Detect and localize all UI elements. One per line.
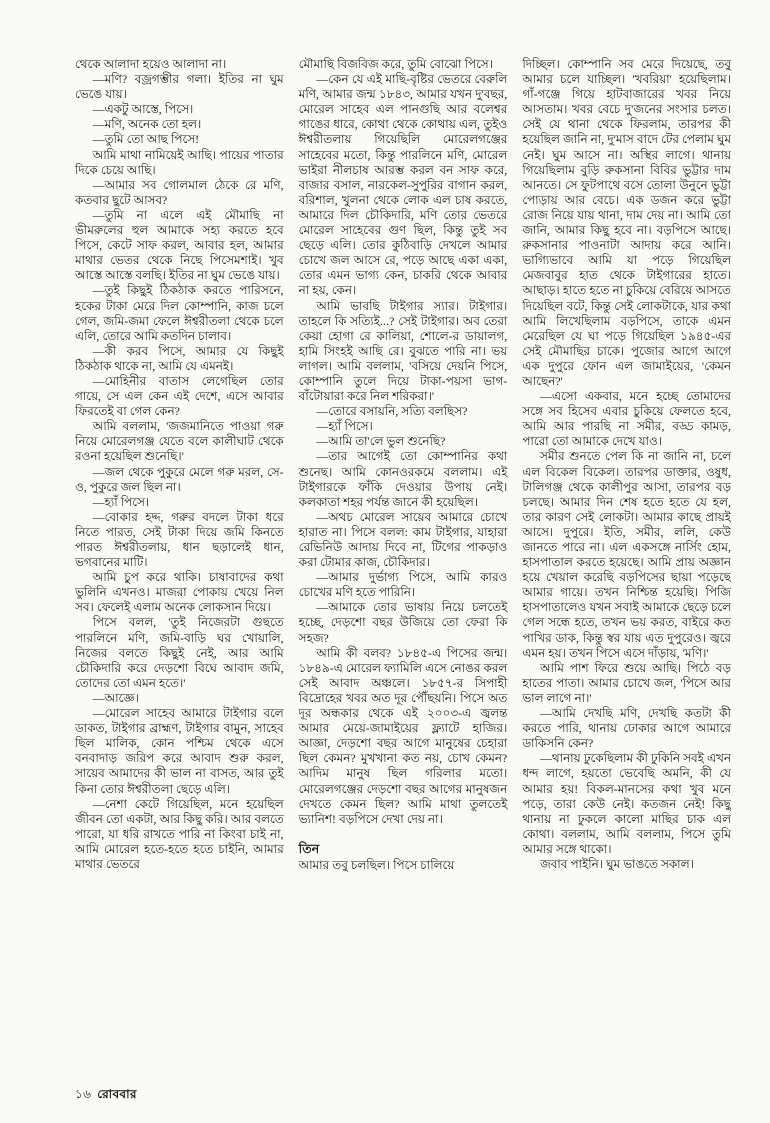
paragraph: মৌমাছি বিজবিজ করে, তুমি বোঝো পিসে। [298, 57, 494, 71]
paragraph: —তুমি তো আছ পিসে! [92, 132, 200, 147]
paragraph: —মণি, অনেক তো হল। [92, 117, 202, 132]
text-columns [75, 57, 731, 1079]
paragraph: —আমার দুর্ভাগ্য পিসে, আমি কারও চোখের মণি হতে পারিনি। [298, 570, 508, 600]
paragraph: —হ্যাঁ পিসে। [316, 419, 373, 434]
paragraph: পিসে বলল, 'তুই নিজেরটা গুছতে পারলিনে মণি, জমি-বাড়ি ঘর খোয়ালি, নিজের বলতে কিছুই নেই, আর আমি চৌকিদারি করে দেড়শো বিঘে আবাদ জমি, তোদের তো এমন হতে।' [75, 615, 284, 690]
page-footer [75, 1086, 137, 1106]
paragraph: আমি ভাবছি টাইগার স্যার। টাইগার। তাহলে কি সত্যিই...? সেই টাইগার। অব তেরা কেয়া হোগা রে কালিয়া, শোলে-র ডায়ালগ, হামি সিংহই আছি রে। বুঝতে পারি না। ভয় লাগল। আমি বললাম, 'বসিয়ে দেয়নি পিসে, কোম্পানি তুলে দিয়ে টাকা-পয়সা ভাগ-বাঁটোয়ারা করে নিল শরিকরা।' [298, 298, 508, 404]
paragraph: —মোহিনীর বাতাস লেগেছিল তোর গায়ে, সে এল কেন এই দেশে, এসে আবার ফিরতেই বা গেল কেন? [75, 373, 284, 419]
paragraph: —তুমি না এলে এই মৌমাছি না ভীমরুলের হুল আমাকে সহ্য করতে হবে পিসে, কেটে সাফ করল, আবার হল, আমার মাথার ভেতর থেকে নিছে পিসেমশাই। খুব আস্তে আস্তে বলছি। ইতির না ঘুম ভেঙে যায়। [75, 207, 284, 283]
paragraph: —কেন যে এই মাছি-বৃষ্টির ভেতরে বেরুলি মণি, আমার জন্ম ১৮৪৩, আমার যখন দু'বছর, মোরেল সাহেব এল পানগুছি আর বলেশ্বর গাঙের ধারে, কোথা থেকে কোথায় এল, তুইও ঈশ্বরীতলায় গিয়েছিলি মোরেলগঞ্জের সাহেবের মতো, কিন্তু পারলিনে মণি, মোরেল ভাইরা নীলচাষ আরম্ভ করল বন সাফ করে, বাজার বসাল, নারকেল-সুপুরির বাগান করল, বরিশাল, খুলনা থেকে লোক এল চাষ করতে, আমারে দিল চৌকিদারি, মণি তোর ভেতরে মোরেল সাহেবের গুণ ছিল, কিন্তু তুই সব ছেড়ে এলি। তোর কুঠিবাড়ি দেখলে আমার চোখে জল আসে রে, পড়ে আছে একা একা, তোর এমন ভাগ্য কেন, চাকরি থেকে আবার না হয়, কেন। [298, 72, 508, 298]
paragraph: —তার আগেই তো কোম্পানির কথা শুনেছ। আমি কোনওরকমে বললাম। এই টাইগারকে ফাঁকি দেওয়ার উপায় নেই। কলকাতা শহর পর্যন্ত জানে কী হয়েছিল। [298, 449, 508, 509]
paragraph: —মণি? বজ্রগম্ভীর গলা। ইতির না ঘুম ভেঙে যায়। [75, 72, 284, 102]
paragraph: —থানায় ঢুকেছিলাম কী ঢুকিনি সবই এখন ধন্দ লাগে, হয়তো ভেবেছি অমনি, কী যে আমার হয়! বিকল-মানসের কথা খুব মনে পড়ে, তারা কেউ নেই। কতজন নেই! কিছু থানায় না ঢুকলে কালো মাছির চাক এল কোথা। বললাম, আমি বললাম, পিসে তুমি আমার সঙ্গে থাকো। [522, 751, 731, 856]
paragraph: আমি কী বলব? ১৮৪৫-এ পিসের জন্ম। ১৮৪৯-এ মোরেল ফ্যামিলি এসে নোঙর করল সেই আবাদ অঞ্চলে। ১৮৫৭-র সিপাহী বিদ্রোহের খবর অত দূর পৌঁছয়নি। পিসে অত দূর অন্ধকার থেকে এই ২০০৩-এ জ্বলন্ত আমার মেয়ে-জামাইয়ের ফ্ল্যাটে হাজির। আজ্ঞা, দেড়শো বছর আগে মানুষের চেহারা ছিল কেমন? মুখখানা কত নয়, চোখ কেমন? আদিম মানুষ ছিল গরিলার মতো। মোরেলগঞ্জের দেড়শো বছর আগের মানুষজন দেখতে কেমন ছিল? আমি মাথা তুলতেই ভ্যানিশ! বড়পিসে দেখা দেয় না। [298, 645, 508, 826]
paragraph: সমীর শুনতে পেল কি না জানি না, চলে এল বিকেল বিকেল। তারপর ডাক্তার, ওষুধ, টালিগঞ্জ থেকে কালীপুর আসা, তারপর বড় চলছে। আমার দিন শেষ হতে হতে যে হল, তার কারণ সেই লোকটা। আমার কাছে প্রায়ই আসে। দুপুরে। ইতি, সমীর, ললি, কেউ জানতে পারে না। এল একসঙ্গে নার্সিং হোম, হাসপাতাল করতে হয়েছে। আমি প্রায় অজ্ঞান হয়ে খেয়াল করেছি বড়পিসের ছায়া পড়েছে আমার গায়ে। তখন নিশ্চিন্ত হয়েছি। পিজি হাসপাতালেও যখন সবাই আমাকে ছেড়ে চলে গেল সন্ধে হতে, তখন ভয় করত, বাইরে কত পাখির ডাক, কিন্তু স্বর যায় এত দুপুরেও। জ্বরে এমন হয়। তখন পিসে এসে দাঁড়ায়, 'মণি।' [522, 449, 731, 660]
paragraph: —আমার সব গোলমাল ঠেকে রে মণি, কতবার ছুটে আসব? [75, 177, 284, 207]
paragraph: দিচ্ছিল। কোম্পানি সব মেরে দিয়েছে, তবু আমার চলে যাচ্ছিল। 'খবরিয়া' হয়েছিলাম। গাঁ-গঞ্জে গিয়ে হাটবাজারের খবর নিয়ে আসতাম। খবর বেচে দু'জনের সংসার চলত। সেই যে থানা থেকে ফিরলাম, তারপর কী হয়েছিল জানি না, দু'মাস বাদে টের পেলাম ঘুম নেই। ঘুম আসে না। অস্থির লাগে। থানায় গিয়েছিলাম বুড়ি রুকসানা বিবির ভুট্টার দাম আনতে। সে ফুটপাথে বসে তোলা উনুনে ভুট্টা পোড়ায় আর বেচে। এক ডজন করে ভুট্টা রোজ নিয়ে যায় থানা, দাম দেয় না। আমি তো জানি, আমার কিছু হবে না। বড়পিসে আছে। রুকসানার পাওনাটা আদায় করে আনি। ভাগ্যিভাবে আমি যা পড়ে গিয়েছিল মেজবাবুর হাত থেকে টাইগারের হাতে। আছাড়। হাতে হতে না চুকিয়ে বেরিয়ে আসতে দিয়েছিল বটে, কিন্তু সেই লোকটাকে, যার কথা আমি লিখেছিলাম বড়পিসে, তাকে এমন মেরেছিল যে ঘা পড়ে গিয়েছিল ১৯৪৫-এর সেই মৌমাছির চাকে। পুজোর আগে আগে এক দুপুরে ফোন এল জামাইয়ের, 'কেমন আছেন?' [522, 57, 731, 388]
paragraph: —অথচ মোরেল সায়েব আমারে চোখে হারাত না। পিসে বলল: কাম টাইগার, যাহারা রেভিনিউ আদায় দিবে না, টিগের পাকড়াও করা টোমার কাজ, চৌকিদার। [298, 509, 508, 570]
paragraph: —আমাকে তোর ভাষায় নিয়ে চলতেই হচ্ছে, দেড়শো বছর উজিয়ে তো ফেরা কি সহজ? [298, 600, 508, 645]
paragraph: —মোরেল সাহেব আমারে টাইগার বলে ডাকত, টাইগার ব্রাহ্মণ, টাইগার বামুন, সাহেব ছিল মালিক, কোন পশ্চিম থেকে এসে বনবাদাড় জরিপ করে আবাদ শুরু করল, সায়েব আমাদের কী ভাল না বাসত, আর তুই কিনা তোর ঈশ্বরীতলা ছেড়ে এলি। [75, 706, 284, 796]
paragraph: —বোকার হদ্দ, গরুর বদলে টাকা ধরে নিতে পারত, সেই টাকা দিয়ে জমি কিনতে পারত ঈশ্বরীতলায়, ধান ছড়ালেই ধান, ভগবানের মাটি। [75, 509, 284, 570]
paragraph: জবাব পাইনি। ঘুম ভাঙতে সকাল। [540, 856, 694, 871]
paragraph: থেকে আলাদা হয়েও আলাদা না। [75, 57, 227, 71]
paragraph: —হ্যাঁ পিসে। [92, 494, 150, 509]
paragraph: —আমি তা'লে ভুল শুনেছি? [316, 434, 446, 449]
paragraph: —তোরে বসায়নি, সত্যি বলছিস? [316, 404, 468, 419]
page-number: ১৬ [75, 1087, 92, 1101]
magazine-name: রোববার [97, 1087, 137, 1101]
paragraph: —আমি দেখছি মণি, দেখছি কতটা কী করতে পারি, থানায় ঢোকার আগে আমারে ডাকিসনি কেন? [522, 706, 731, 751]
paragraph: —এসো একবার, মনে হচ্ছে তোমাদের সঙ্গে সব হিসেব এবার চুকিয়ে ফেলতে হবে, আমি আর পারছি না সমীর, বড্ড কামড়, পারো তো আমাকে দেখে যাও। [522, 389, 731, 449]
paragraph: —তুই কিছুই ঠিকঠাক করতে পারিসনে, হকের টাকা মেরে দিল কোম্পানি, কাজ চলে গেল, জমি-জমা ফেলে ঈশ্বরীতলা থেকে চলে এলি, তোরে আমি কতদিন চালাব। [75, 283, 284, 343]
paragraph: আমি বললাম, 'জজমানিতে পাওয়া গরু নিয়ে মোরেলগঞ্জ যেতে বলে কালীঘাট থেকে রওনা হয়েছিল শুনেছি।' [75, 419, 284, 464]
column-3 [522, 57, 731, 1079]
paragraph: আমি চুপ করে থাকি। চাষাবাদের কথা ভুলিনি এখনও। মাজরা পোকায় খেয়ে নিল সব। ফেলেই এলাম অনেক লোকসান দিয়ে। [75, 570, 284, 615]
paragraph: আমি মাথা নামিয়েই আছি। পায়ের পাতার দিকে চেয়ে আছি। [75, 147, 284, 177]
paragraph: —কী করব পিসে, আমার যে কিছুই ঠিকঠাক থাকে না, আমি যে এমনই। [75, 343, 284, 373]
paragraph: —জল থেকে পুকুরে মেলে গরু মরল, সে-ও, পুকুরে জল ছিল না। [75, 464, 284, 494]
paragraph: আমার তবু চলছিল। পিসে চালিয়ে [298, 857, 455, 872]
column-1 [75, 57, 284, 1079]
paragraph: —একটু আস্তে, পিসে। [92, 102, 194, 117]
paragraph: আমি পাশ ফিরে শুয়ে আছি। পিঠে বড় হাতের পাতা। আমার চোখে জল, 'পিসে আর ভাল লাগে না।' [522, 660, 731, 705]
column-2 [299, 57, 508, 1079]
section-heading: তিন [298, 841, 320, 856]
paragraph: —নেশা কেটে গিয়েছিল, মনে হয়েছিল জীবন তো একটা, আর কিছু করি। আর বলতে পারো, যা ধরি রাখতে পারি না কিংবা চাই না, আমি মোরেল হতে-হতে হতে চাইনি, আমার মাথার ভেতরে [75, 796, 284, 871]
paragraph: —আজ্ঞে। [92, 690, 139, 705]
